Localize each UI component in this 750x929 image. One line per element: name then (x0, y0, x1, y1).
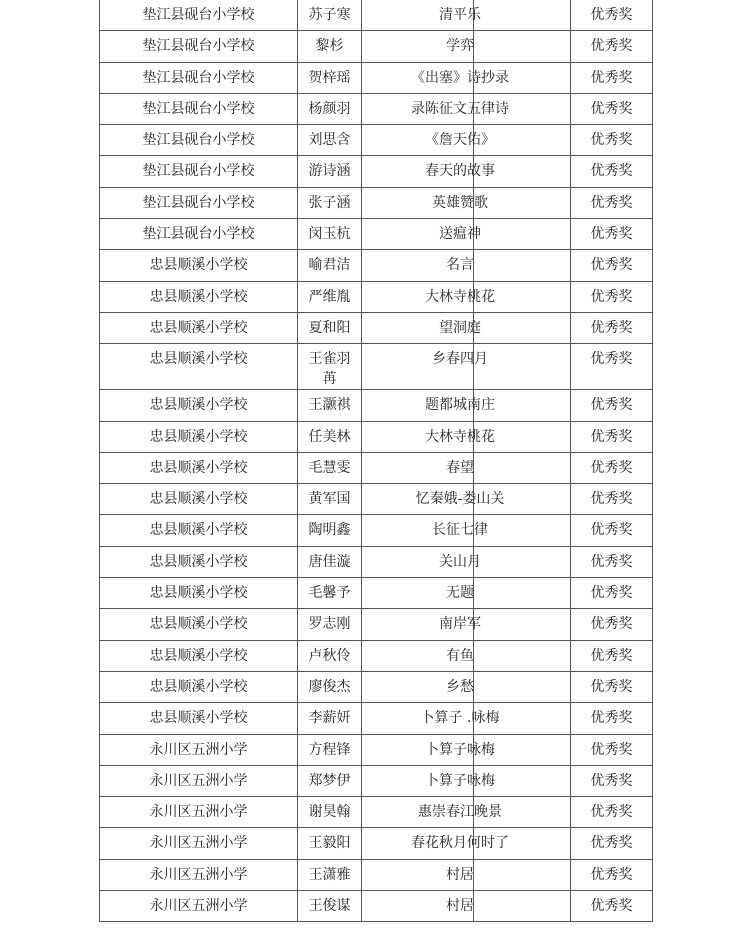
work-title-cell (362, 250, 571, 281)
work-title-cell (362, 62, 571, 93)
work-title-cell (362, 734, 571, 765)
student-name-cell: 毛馨予 (298, 578, 362, 609)
student-name-cell: 王俊谋 (298, 891, 362, 922)
work-title: 惠崇春江晚景 (418, 804, 502, 821)
work-title-cell (362, 31, 571, 62)
work-title-cell (362, 125, 571, 156)
school-cell: 忠县顺溪小学校 (100, 452, 298, 483)
award-cell: 优秀奖 (571, 31, 653, 62)
award-cell: 优秀奖 (571, 609, 653, 640)
work-title-cell (362, 578, 571, 609)
school-cell: 垫江县砚台小学校 (100, 0, 298, 31)
work-title: 无题 (446, 585, 474, 602)
award-cell: 优秀奖 (571, 219, 653, 250)
student-name-cell: 王灏祺 (298, 390, 362, 421)
table-row (100, 250, 653, 281)
awards-table-body (100, 0, 653, 922)
table-row (100, 62, 653, 93)
table-row (100, 93, 653, 124)
school-cell: 忠县顺溪小学校 (100, 609, 298, 640)
student-name-cell: 廖俊杰 (298, 671, 362, 702)
student-name-cell: 贺梓瑶 (298, 62, 362, 93)
school-cell: 垫江县砚台小学校 (100, 156, 298, 187)
table-row (100, 546, 653, 577)
student-name-cell: 唐佳漩 (298, 546, 362, 577)
award-cell: 优秀奖 (571, 93, 653, 124)
school-cell: 忠县顺溪小学校 (100, 484, 298, 515)
work-title-cell (362, 93, 571, 124)
work-title: 名言 (446, 257, 474, 274)
work-title-cell (362, 421, 571, 452)
school-cell: 忠县顺溪小学校 (100, 312, 298, 343)
school-cell: 永川区五洲小学 (100, 828, 298, 859)
award-cell: 优秀奖 (571, 546, 653, 577)
work-title-cell (362, 312, 571, 343)
student-name-cell: 苏子寒 (298, 0, 362, 31)
school-cell: 垫江县砚台小学校 (100, 219, 298, 250)
work-title: 《出塞》诗抄录 (411, 69, 509, 86)
award-cell: 优秀奖 (571, 734, 653, 765)
work-title: 英雄赞歌 (432, 194, 488, 211)
student-name-cell: 闵玉杭 (298, 219, 362, 250)
work-title-cell (362, 671, 571, 702)
work-title: 卜算子咏梅 (425, 772, 495, 789)
school-cell: 永川区五洲小学 (100, 765, 298, 796)
table-row (100, 609, 653, 640)
student-name-cell: 李薪妍 (298, 703, 362, 734)
work-title-cell (362, 703, 571, 734)
award-cell: 优秀奖 (571, 578, 653, 609)
student-name-cell: 谢昊翰 (298, 797, 362, 828)
table-row (100, 281, 653, 312)
student-name-cell: 郑梦伊 (298, 765, 362, 796)
work-title: 《詹天佑》 (425, 132, 495, 149)
award-cell: 优秀奖 (571, 859, 653, 890)
work-title-cell (362, 828, 571, 859)
work-title-cell (362, 515, 571, 546)
work-title-cell (362, 187, 571, 218)
table-row (100, 640, 653, 671)
school-cell: 忠县顺溪小学校 (100, 546, 298, 577)
work-title-cell (362, 546, 571, 577)
school-cell: 忠县顺溪小学校 (100, 640, 298, 671)
school-cell: 垫江县砚台小学校 (100, 187, 298, 218)
school-cell: 垫江县砚台小学校 (100, 93, 298, 124)
work-title: 有鱼 (446, 647, 474, 664)
student-name-cell: 刘思含 (298, 125, 362, 156)
award-cell: 优秀奖 (571, 125, 653, 156)
award-cell: 优秀奖 (571, 484, 653, 515)
award-cell: 优秀奖 (571, 344, 653, 390)
student-name-cell: 罗志刚 (298, 609, 362, 640)
table-row (100, 312, 653, 343)
award-cell: 优秀奖 (571, 765, 653, 796)
award-cell: 优秀奖 (571, 250, 653, 281)
table-row (100, 859, 653, 890)
student-name-cell: 方程锋 (298, 734, 362, 765)
student-name-cell: 王潇雅 (298, 859, 362, 890)
student-name-cell: 黎杉 (298, 31, 362, 62)
work-title: 学弈 (446, 38, 474, 55)
work-title: 村居 (446, 866, 474, 883)
work-title-cell (362, 797, 571, 828)
student-name-cell: 夏和阳 (298, 312, 362, 343)
student-name-cell: 黄军国 (298, 484, 362, 515)
school-cell: 忠县顺溪小学校 (100, 390, 298, 421)
award-cell: 优秀奖 (571, 421, 653, 452)
school-cell: 忠县顺溪小学校 (100, 578, 298, 609)
award-cell: 优秀奖 (571, 797, 653, 828)
table-row (100, 797, 653, 828)
table-row (100, 452, 653, 483)
school-cell: 忠县顺溪小学校 (100, 250, 298, 281)
awards-table (99, 0, 653, 922)
award-cell: 优秀奖 (571, 703, 653, 734)
student-name-cell: 陶明鑫 (298, 515, 362, 546)
work-title-cell (362, 219, 571, 250)
work-title: 卜算子 .咏梅 (420, 710, 500, 727)
award-cell: 优秀奖 (571, 891, 653, 922)
work-title-cell (362, 390, 571, 421)
table-row (100, 734, 653, 765)
work-title-cell (362, 344, 571, 390)
work-title: 望洞庭 (439, 319, 481, 336)
award-cell: 优秀奖 (571, 281, 653, 312)
work-title: 清平乐 (439, 7, 481, 23)
student-name-cell: 王毅阳 (298, 828, 362, 859)
award-cell: 优秀奖 (571, 515, 653, 546)
table-row (100, 219, 653, 250)
table-row (100, 187, 653, 218)
student-name-cell: 喻君洁 (298, 250, 362, 281)
student-name-cell: 王雀羽苒 (298, 344, 362, 390)
award-cell: 优秀奖 (571, 312, 653, 343)
award-cell: 优秀奖 (571, 640, 653, 671)
award-cell: 优秀奖 (571, 0, 653, 31)
work-title-cell (362, 281, 571, 312)
school-cell: 忠县顺溪小学校 (100, 515, 298, 546)
school-cell: 忠县顺溪小学校 (100, 703, 298, 734)
work-title-cell (362, 859, 571, 890)
student-name-cell: 游诗涵 (298, 156, 362, 187)
school-cell: 忠县顺溪小学校 (100, 281, 298, 312)
award-cell: 优秀奖 (571, 187, 653, 218)
school-cell: 永川区五洲小学 (100, 734, 298, 765)
table-row (100, 828, 653, 859)
school-cell: 垫江县砚台小学校 (100, 62, 298, 93)
table-row (100, 125, 653, 156)
school-cell: 忠县顺溪小学校 (100, 671, 298, 702)
table-row (100, 515, 653, 546)
work-title-cell (362, 452, 571, 483)
award-cell: 优秀奖 (571, 452, 653, 483)
work-title: 送瘟神 (439, 226, 481, 243)
award-cell: 优秀奖 (571, 828, 653, 859)
student-name-cell: 严维胤 (298, 281, 362, 312)
work-title: 春望 (446, 459, 474, 476)
table-row (100, 671, 653, 702)
work-title-cell (362, 0, 571, 31)
student-name-cell: 张子涵 (298, 187, 362, 218)
work-title-cell (362, 609, 571, 640)
school-cell: 垫江县砚台小学校 (100, 31, 298, 62)
student-name-cell: 任美林 (298, 421, 362, 452)
table-row (100, 156, 653, 187)
student-name-cell: 毛慧雯 (298, 452, 362, 483)
school-cell: 永川区五洲小学 (100, 859, 298, 890)
work-title: 大林寺桃花 (425, 288, 495, 305)
work-title: 南岸军 (439, 616, 481, 633)
work-title: 卜算子咏梅 (425, 741, 495, 758)
school-cell: 忠县顺溪小学校 (100, 344, 298, 390)
work-title: 乡春四月 (432, 351, 488, 368)
school-cell: 永川区五洲小学 (100, 891, 298, 922)
work-title: 忆秦娥-娄山关 (415, 491, 505, 508)
table-row (100, 765, 653, 796)
award-cell: 优秀奖 (571, 390, 653, 421)
table-row (100, 0, 653, 31)
work-title-cell (362, 891, 571, 922)
work-title: 春天的故事 (425, 163, 495, 180)
work-title-cell (362, 484, 571, 515)
work-title: 春花秋月何时了 (411, 835, 509, 852)
award-cell: 优秀奖 (571, 156, 653, 187)
work-title: 关山月 (439, 553, 481, 570)
work-title: 大林寺桃花 (425, 428, 495, 445)
school-cell: 忠县顺溪小学校 (100, 421, 298, 452)
table-row (100, 31, 653, 62)
table-row (100, 484, 653, 515)
work-title-cell (362, 640, 571, 671)
table-row (100, 344, 653, 390)
work-title: 题都城南庄 (425, 397, 495, 414)
work-title: 长征七律 (432, 522, 488, 539)
student-name-cell: 杨颜羽 (298, 93, 362, 124)
school-cell: 永川区五洲小学 (100, 797, 298, 828)
table-row (100, 390, 653, 421)
table-row (100, 578, 653, 609)
table-row (100, 421, 653, 452)
table-row (100, 703, 653, 734)
work-title: 村居 (446, 898, 474, 915)
work-title-cell (362, 156, 571, 187)
work-title: 录陈征文五律诗 (411, 100, 509, 117)
work-title-cell (362, 765, 571, 796)
student-name-cell: 卢秋伶 (298, 640, 362, 671)
work-title: 乡愁 (446, 678, 474, 695)
school-cell: 垫江县砚台小学校 (100, 125, 298, 156)
award-cell: 优秀奖 (571, 671, 653, 702)
table-row (100, 891, 653, 922)
award-cell: 优秀奖 (571, 62, 653, 93)
